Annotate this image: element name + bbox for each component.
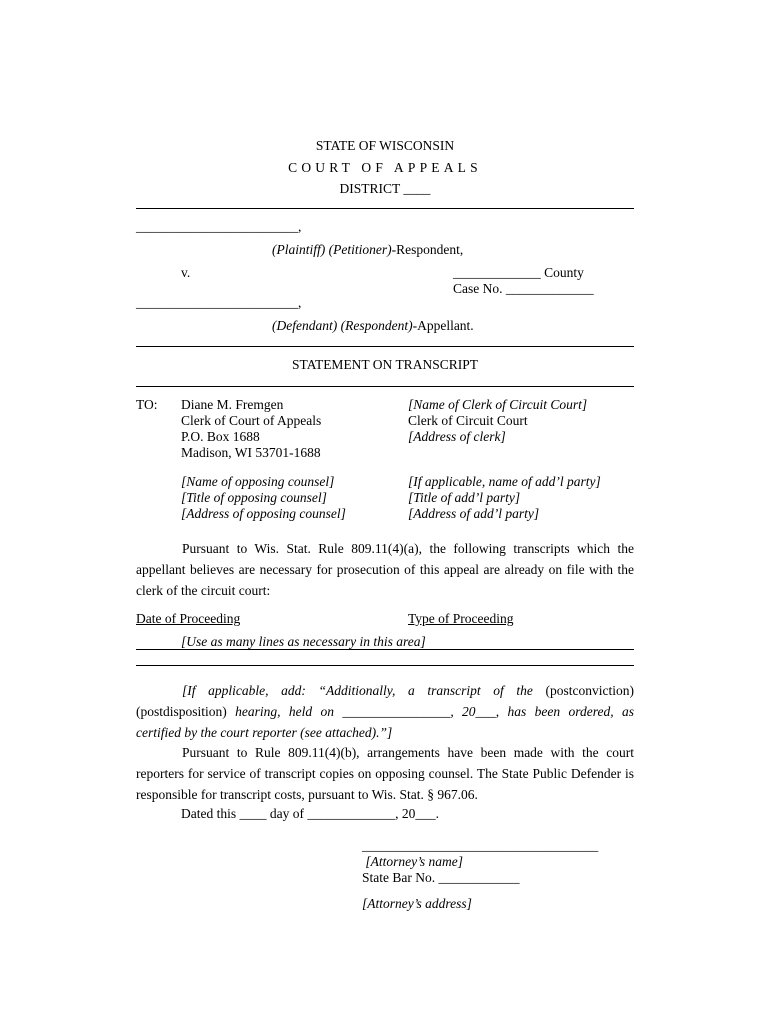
state-bar-number: State Bar No. ____________ bbox=[362, 870, 520, 885]
attorney-address: [Attorney’s address] bbox=[362, 896, 472, 911]
address-line: Clerk of Circuit Court bbox=[408, 413, 528, 428]
address-line: [Address of add’l party] bbox=[408, 506, 540, 521]
date-of-proceeding-header: Date of Proceeding bbox=[136, 611, 241, 626]
dated-line: Dated this ____ day of _____________, 20___. bbox=[181, 806, 439, 821]
paragraph-text: (postconviction) (postdisposition) bbox=[136, 683, 634, 719]
paragraph-text-italic: hearing, held on ________________, 20___, has been ordered, as certified by the court reporter (see attached).”] bbox=[136, 704, 634, 740]
paragraph-text: Pursuant to Rule 809.11(4)(b), arrangements have been made with the court reporters for service of transcript copies on opposing counsel. The State Public Defender is responsible for transcript costs, pursuant to Wis. Stat. § 967.06. bbox=[136, 745, 634, 802]
title-bottom-rule bbox=[136, 386, 634, 387]
to-label: TO: bbox=[136, 397, 158, 412]
document-title: STATEMENT ON TRANSCRIPT bbox=[292, 357, 478, 372]
defendant-role bbox=[272, 318, 474, 334]
address-line: [Name of Clerk of Circuit Court] bbox=[408, 397, 588, 412]
address-line: [If applicable, name of add’l party] bbox=[408, 474, 601, 489]
district-heading: DISTRICT ____ bbox=[339, 181, 431, 196]
address-line: Diane M. Fremgen bbox=[181, 397, 284, 412]
state-heading: STATE OF WISCONSIN bbox=[315, 138, 455, 153]
address-line: [Address of clerk] bbox=[408, 429, 506, 444]
defendant-role-italic: (Defendant) (Respondent) bbox=[272, 318, 413, 333]
address-line: [Address of opposing counsel] bbox=[181, 506, 346, 521]
address-line: [Title of opposing counsel] bbox=[181, 490, 327, 505]
signature-line: ___________________________________ bbox=[362, 838, 599, 853]
type-of-proceeding-header: Type of Proceeding bbox=[408, 611, 514, 626]
transcripts-on-file-paragraph bbox=[136, 538, 634, 601]
proceedings-line-2 bbox=[136, 665, 634, 666]
plaintiff-name-blank: ________________________, bbox=[136, 219, 302, 234]
plaintiff-role-rest: -Respondent, bbox=[391, 242, 464, 257]
paragraph-text: Pursuant to Wis. Stat. Rule 809.11(4)(a), the following transcripts which the appellant believes are necessary for prosecution of this appeal are already on file with the clerk of the circuit court: bbox=[136, 541, 634, 598]
versus-label: v. bbox=[181, 265, 191, 280]
county-blank: _____________ County bbox=[453, 265, 584, 280]
address-line: P.O. Box 1688 bbox=[181, 429, 260, 444]
addressee-additional-party bbox=[408, 474, 601, 522]
addressee-circuit-clerk bbox=[408, 397, 587, 445]
defendant-name-blank: ________________________, bbox=[136, 295, 302, 310]
defendant-role-rest: -Appellant. bbox=[412, 318, 474, 333]
plaintiff-role bbox=[272, 242, 463, 258]
addressee-appeals-clerk bbox=[181, 397, 321, 461]
additional-transcript-paragraph bbox=[136, 680, 634, 743]
caption-top-rule bbox=[136, 208, 634, 209]
paragraph-text-italic: [If applicable, add: “Additionally, a transcript of the bbox=[182, 683, 546, 698]
case-number: Case No. _____________ bbox=[453, 281, 594, 296]
proceedings-line-1 bbox=[136, 649, 634, 650]
address-line: [Title of add’l party] bbox=[408, 490, 521, 505]
proceedings-placeholder: [Use as many lines as necessary in this area] bbox=[181, 634, 426, 649]
address-line: Clerk of Court of Appeals bbox=[181, 413, 322, 428]
address-line: Madison, WI 53701-1688 bbox=[181, 445, 321, 460]
arrangements-paragraph bbox=[136, 742, 634, 805]
attorney-name: [Attorney’s name] bbox=[362, 854, 463, 869]
addressee-opposing-counsel bbox=[181, 474, 346, 522]
plaintiff-role-italic: (Plaintiff) (Petitioner) bbox=[272, 242, 392, 257]
address-line: [Name of opposing counsel] bbox=[181, 474, 335, 489]
caption-bottom-rule bbox=[136, 346, 634, 347]
court-heading: COURT OF APPEALS bbox=[288, 160, 482, 175]
